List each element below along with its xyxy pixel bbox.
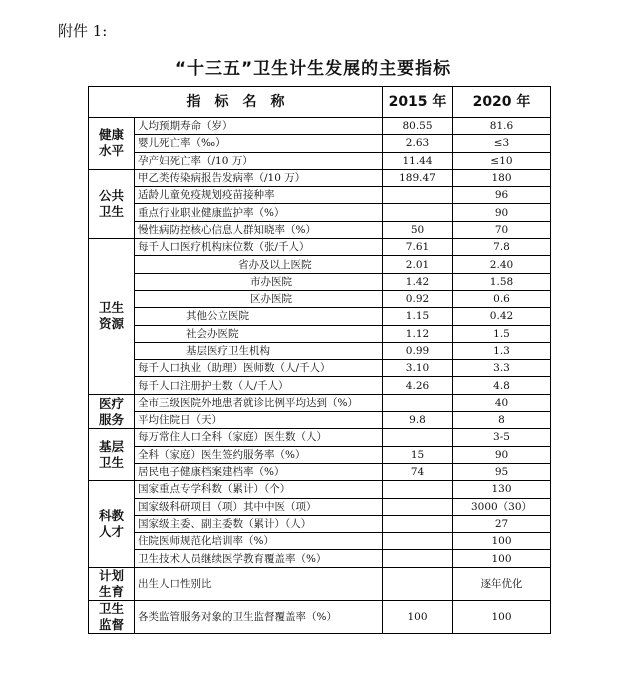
indicator-name-cell: 甲乙类传染病报告发病率（/10 万） [135, 169, 383, 186]
value-2015-cell: 1.12 [383, 325, 453, 342]
table-row [89, 429, 551, 446]
table-row [89, 515, 551, 532]
indicator-table [88, 86, 551, 634]
indicator-name-cell: 适龄儿童免疫规划疫苗接种率 [135, 187, 383, 204]
indicator-name-cell: 全市三级医院外地患者就诊比例平均达到（%） [135, 394, 383, 411]
indicator-name-cell: 社会办医院 [135, 325, 383, 342]
indicator-name-cell: 省办及以上医院 [135, 256, 383, 273]
value-2020-cell: 3000（30） [453, 498, 551, 515]
indicator-name-cell: 孕产妇死亡率（/10 万） [135, 152, 383, 169]
table-row [89, 377, 551, 394]
indicator-name-cell: 卫生技术人员继续医学教育覆盖率（%） [135, 550, 383, 567]
table-row [89, 600, 551, 633]
value-2015-cell: 3.10 [383, 360, 453, 377]
indicator-name-cell: 每千人口医疗机构床位数（张/千人） [135, 239, 383, 256]
value-2020-cell: ≤10 [453, 152, 551, 169]
document-title: “十三五”卫生计生发展的主要指标 [174, 59, 452, 79]
value-2015-cell [383, 567, 453, 600]
indicator-name-cell: 出生人口性别比 [135, 567, 383, 600]
table-row [89, 239, 551, 256]
value-2020-cell: 27 [453, 515, 551, 532]
indicator-name-cell: 慢性病防控核心信息人群知晓率（%） [135, 221, 383, 238]
table-row [89, 221, 551, 238]
table-row [89, 394, 551, 411]
value-2015-cell: 2.63 [383, 135, 453, 152]
category-cell: 公共 卫生 [89, 169, 135, 238]
value-2020-cell: 96 [453, 187, 551, 204]
value-2020-cell: 逐年优化 [453, 567, 551, 600]
table-row [89, 533, 551, 550]
value-2015-cell [383, 204, 453, 221]
attachment-label: 附件 1: [58, 22, 108, 40]
value-2015-cell: 189.47 [383, 169, 453, 186]
value-2015-cell: 100 [383, 600, 453, 633]
value-2020-cell: 90 [453, 204, 551, 221]
value-2015-cell [383, 515, 453, 532]
value-2020-cell: 4.8 [453, 377, 551, 394]
table-row [89, 360, 551, 377]
table-row [89, 342, 551, 359]
value-2015-cell: 0.92 [383, 290, 453, 307]
indicator-name-cell: 重点行业职业健康监护率（%） [135, 204, 383, 221]
value-2015-cell: 0.99 [383, 342, 453, 359]
indicator-name-cell: 婴儿死亡率（‰） [135, 135, 383, 152]
value-2020-cell: 100 [453, 550, 551, 567]
indicator-name-cell: 国家重点专学科数（累计）（个） [135, 481, 383, 498]
table-row [89, 498, 551, 515]
value-2015-cell: 50 [383, 221, 453, 238]
value-2020-cell: 3-5 [453, 429, 551, 446]
category-cell: 医疗 服务 [89, 394, 135, 429]
header-2020: 2020 年 [453, 87, 551, 118]
value-2020-cell: 1.5 [453, 325, 551, 342]
value-2015-cell: 1.15 [383, 308, 453, 325]
value-2015-cell: 7.61 [383, 239, 453, 256]
table-header-row [89, 87, 551, 118]
table-row [89, 135, 551, 152]
value-2020-cell: 180 [453, 169, 551, 186]
value-2015-cell: 4.26 [383, 377, 453, 394]
indicator-name-cell: 每千人口注册护士数（人/千人） [135, 377, 383, 394]
table-row [89, 567, 551, 600]
value-2020-cell: 40 [453, 394, 551, 411]
value-2015-cell [383, 498, 453, 515]
indicator-name-cell: 区办医院 [135, 290, 383, 307]
value-2020-cell: 2.40 [453, 256, 551, 273]
indicator-name-cell: 每万常住人口全科（家庭）医生数（人） [135, 429, 383, 446]
value-2020-cell: 100 [453, 533, 551, 550]
value-2020-cell: 1.58 [453, 273, 551, 290]
indicator-name-cell: 市办医院 [135, 273, 383, 290]
value-2020-cell: 1.3 [453, 342, 551, 359]
value-2020-cell: 130 [453, 481, 551, 498]
indicator-name-cell: 其他公立医院 [135, 308, 383, 325]
value-2015-cell: 15 [383, 446, 453, 463]
value-2020-cell: 90 [453, 446, 551, 463]
value-2020-cell: 7.8 [453, 239, 551, 256]
value-2015-cell: 9.8 [383, 412, 453, 429]
value-2020-cell: 100 [453, 600, 551, 633]
value-2020-cell: 81.6 [453, 118, 551, 135]
value-2015-cell [383, 187, 453, 204]
value-2015-cell: 74 [383, 463, 453, 480]
indicator-name-cell: 国家级主委、副主委数（累计）（人） [135, 515, 383, 532]
value-2020-cell: 95 [453, 463, 551, 480]
table-row [89, 152, 551, 169]
value-2020-cell: 70 [453, 221, 551, 238]
indicator-name-cell: 每千人口执业（助理）医师数（人/千人） [135, 360, 383, 377]
table-row [89, 290, 551, 307]
table-row [89, 550, 551, 567]
table-row [89, 204, 551, 221]
table-row [89, 169, 551, 186]
value-2020-cell: ≤3 [453, 135, 551, 152]
value-2015-cell: 1.42 [383, 273, 453, 290]
value-2015-cell [383, 394, 453, 411]
category-cell: 健康 水平 [89, 118, 135, 170]
value-2015-cell: 11.44 [383, 152, 453, 169]
table-row [89, 412, 551, 429]
value-2015-cell [383, 550, 453, 567]
table-body [89, 118, 551, 634]
table-row [89, 325, 551, 342]
value-2015-cell: 2.01 [383, 256, 453, 273]
table-row [89, 446, 551, 463]
indicator-name-cell: 平均住院日（天） [135, 412, 383, 429]
header-indicator-name: 指 标 名 称 [89, 87, 383, 118]
value-2020-cell: 3.3 [453, 360, 551, 377]
indicator-name-cell: 全科（家庭）医生签约服务率（%） [135, 446, 383, 463]
category-cell: 科教 人才 [89, 481, 135, 567]
table-row [89, 481, 551, 498]
category-cell: 卫生 资源 [89, 239, 135, 395]
indicator-name-cell: 国家级科研项目（项）其中中医（项） [135, 498, 383, 515]
indicator-name-cell: 居民电子健康档案建档率（%） [135, 463, 383, 480]
table-row [89, 187, 551, 204]
value-2020-cell: 0.6 [453, 290, 551, 307]
category-cell: 卫生 监督 [89, 600, 135, 633]
indicator-name-cell: 住院医师规范化培训率（%） [135, 533, 383, 550]
category-cell: 计划 生育 [89, 567, 135, 600]
table-row [89, 463, 551, 480]
value-2020-cell: 8 [453, 412, 551, 429]
indicator-name-cell: 各类监管服务对象的卫生监督覆盖率（%） [135, 600, 383, 633]
table-row [89, 118, 551, 135]
value-2015-cell [383, 481, 453, 498]
category-cell: 基层 卫生 [89, 429, 135, 481]
value-2015-cell [383, 429, 453, 446]
indicator-name-cell: 人均预期寿命（岁） [135, 118, 383, 135]
value-2015-cell [383, 533, 453, 550]
indicator-name-cell: 基层医疗卫生机构 [135, 342, 383, 359]
table-row [89, 308, 551, 325]
table-row [89, 256, 551, 273]
header-2015: 2015 年 [383, 87, 453, 118]
value-2020-cell: 0.42 [453, 308, 551, 325]
table-row [89, 273, 551, 290]
value-2015-cell: 80.55 [383, 118, 453, 135]
